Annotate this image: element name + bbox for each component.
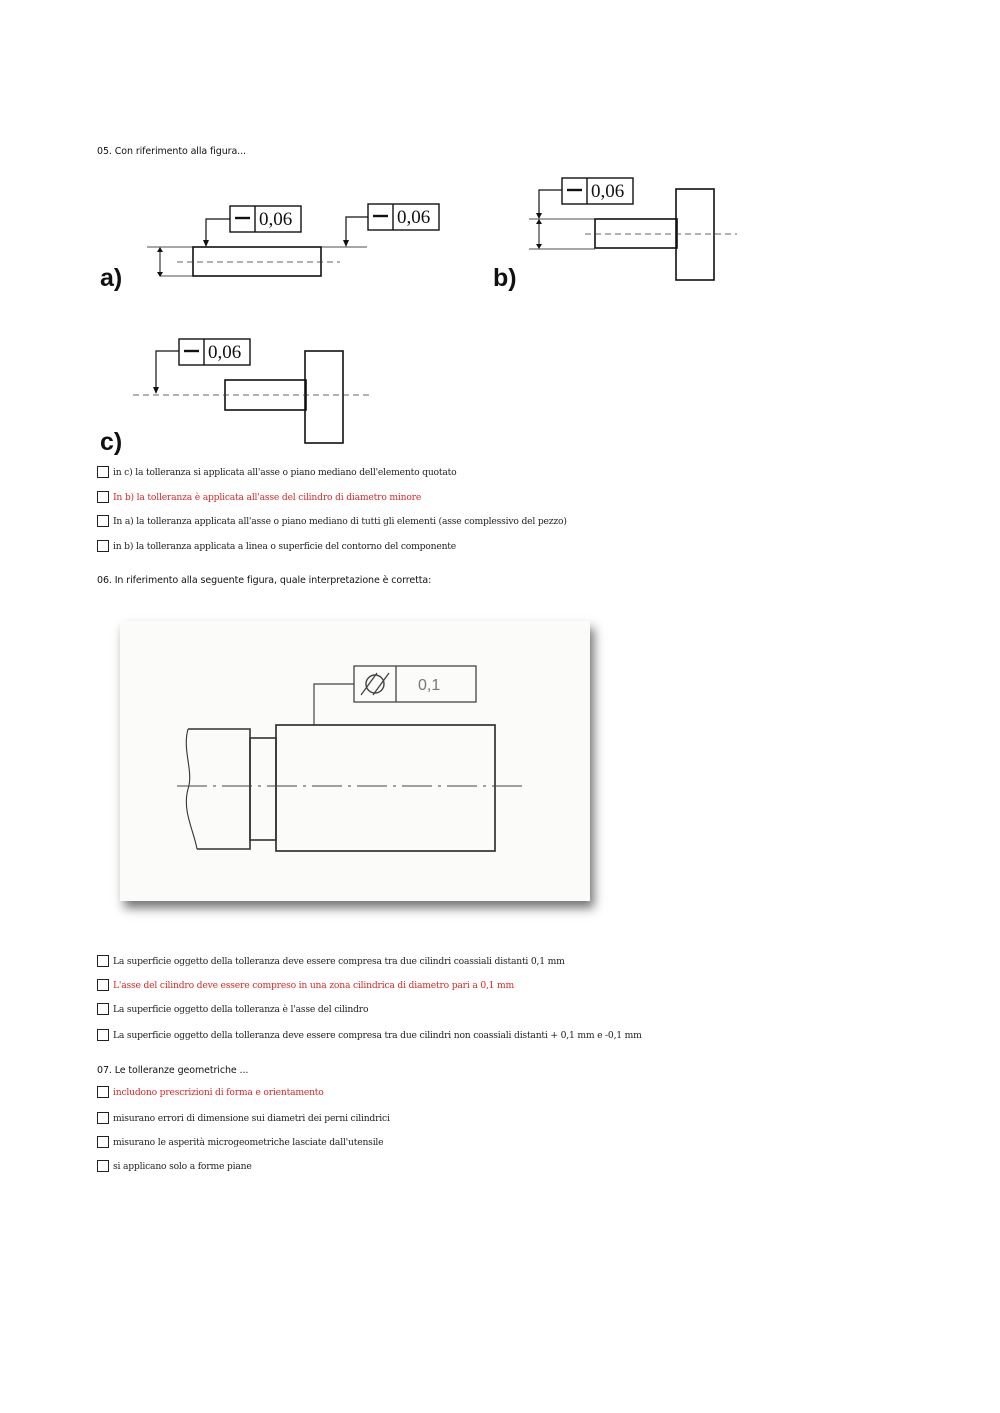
checkbox[interactable] — [97, 1029, 109, 1041]
checkbox[interactable] — [97, 979, 109, 991]
checkbox[interactable] — [97, 1160, 109, 1172]
tolerance-value-06: 0,1 — [418, 677, 441, 694]
figure-06-photo — [120, 621, 590, 901]
option-07-2[interactable] — [97, 1112, 390, 1124]
checkbox[interactable] — [97, 955, 109, 967]
option-text: In a) la tolleranza applicata all'asse o piano mediano di tutti gli elementi (asse complessivo del pezzo) — [113, 515, 567, 527]
tolerance-value-a2: 0,06 — [397, 207, 431, 228]
option-07-1[interactable] — [97, 1086, 324, 1098]
option-text: in c) la tolleranza si applicata all'asse o piano mediano dell'elemento quotato — [113, 466, 457, 478]
option-text: La superficie oggetto della tolleranza deve essere compresa tra due cilindri coassiali distanti 0,1 mm — [113, 955, 565, 967]
tolerance-value-c: 0,06 — [208, 342, 242, 363]
figure-05-c — [95, 335, 395, 460]
checkbox[interactable] — [97, 491, 109, 503]
option-text-correct: includono prescrizioni di forma e orientamento — [113, 1086, 324, 1098]
option-text-correct: In b) la tolleranza è applicata all'asse del cilindro di diametro minore — [113, 491, 422, 503]
figure-label-a: a) — [100, 264, 123, 292]
option-06-2[interactable] — [97, 979, 514, 991]
option-text: misurano le asperità microgeometriche lasciate dall'utensile — [113, 1136, 384, 1148]
option-06-1[interactable] — [97, 955, 565, 967]
option-text-correct: L'asse del cilindro deve essere compreso in una zona cilindrica di diametro pari a 0,1 mm — [113, 979, 515, 991]
figure-label-b: b) — [493, 264, 517, 292]
option-06-3[interactable] — [97, 1003, 368, 1015]
question-title: 07. Le tolleranze geometriche ... — [97, 1065, 249, 1076]
option-text: in b) la tolleranza applicata a linea o superficie del contorno del componente — [113, 540, 457, 552]
option-05-1[interactable] — [97, 466, 456, 478]
option-05-2[interactable] — [97, 491, 421, 503]
figure-05-ab — [95, 172, 755, 302]
checkbox[interactable] — [97, 1112, 109, 1124]
checkbox[interactable] — [97, 515, 109, 527]
option-07-3[interactable] — [97, 1136, 383, 1148]
option-05-3[interactable] — [97, 515, 567, 527]
option-text: La superficie oggetto della tolleranza deve essere compresa tra due cilindri non coassiali distanti + 0,1 mm e -0,1 mm — [113, 1029, 642, 1041]
checkbox[interactable] — [97, 540, 109, 552]
question-title: 05. Con riferimento alla figura... — [97, 146, 246, 157]
cylindricity-icon — [361, 673, 389, 695]
option-text: La superficie oggetto della tolleranza è l'asse del cilindro — [113, 1003, 369, 1015]
checkbox[interactable] — [97, 1086, 109, 1098]
checkbox[interactable] — [97, 466, 109, 478]
checkbox[interactable] — [97, 1136, 109, 1148]
option-07-4[interactable] — [97, 1160, 252, 1172]
option-text: misurano errori di dimensione sui diametri dei perni cilindrici — [113, 1112, 390, 1124]
option-06-4[interactable] — [97, 1029, 642, 1041]
tolerance-value-a1: 0,06 — [259, 209, 293, 230]
question-title: 06. In riferimento alla seguente figura, quale interpretazione è corretta: — [97, 575, 432, 586]
figure-label-c: c) — [100, 428, 123, 456]
tolerance-value-b: 0,06 — [591, 181, 625, 202]
option-05-4[interactable] — [97, 540, 456, 552]
option-text: si applicano solo a forme piane — [113, 1160, 252, 1172]
checkbox[interactable] — [97, 1003, 109, 1015]
